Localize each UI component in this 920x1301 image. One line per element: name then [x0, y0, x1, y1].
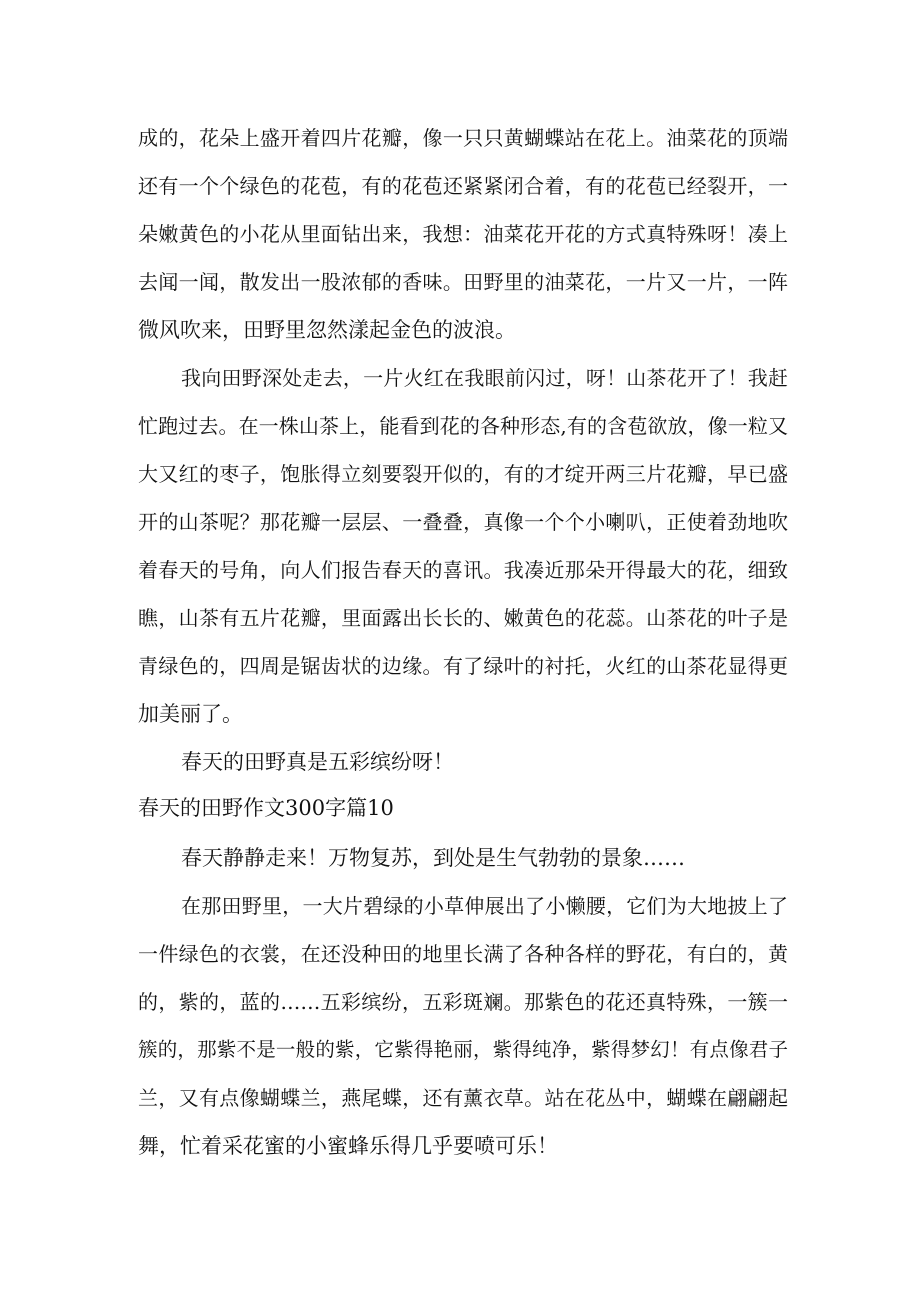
paragraph-5-line-4: 簇的，那紫不是一般的紫，它紫得艳丽，紫得纯净，紫得梦幻！有点像君子 — [138, 1038, 788, 1061]
paragraph-3-line-1: 春天的田野真是五彩缤纷呀！ — [181, 750, 454, 774]
paragraph-2-line-7: 青绿色的，四周是锯齿状的边缘。有了绿叶的衬托，火红的山茶花显得更 — [138, 654, 788, 678]
paragraph-2-line-4: 开的山茶呢？那花瓣一层层、一叠叠，真像一个个小喇叭，正使着劲地吹 — [138, 510, 788, 534]
paragraph-5-line-3: 的，紫的，蓝的……五彩缤纷，五彩斑斓。那紫色的花还真特殊，一簇一 — [138, 990, 788, 1014]
paragraph-5-line-5: 兰，又有点像蝴蝶兰，燕尾蝶，还有薰衣草。站在花丛中，蝴蝶在翩翩起 — [138, 1086, 788, 1110]
paragraph-2-line-2: 忙跑过去。在一株山茶上，能看到花的各种形态,有的含苞欲放，像一粒又 — [138, 414, 788, 438]
paragraph-1-line-3: 朵嫩黄色的小花从里面钻出来，我想：油菜花开花的方式真特殊呀！凑上 — [138, 222, 788, 246]
paragraph-1-line-4: 去闻一闻，散发出一股浓郁的香味。田野里的油菜花，一片又一片，一阵 — [138, 270, 788, 294]
paragraph-5-line-6: 舞，忙着采花蜜的小蜜蜂乐得几乎要喷可乐！ — [138, 1134, 558, 1158]
paragraph-2-line-1: 我向田野深处走去，一片火红在我眼前闪过，呀！山茶花开了！我赶 — [181, 366, 788, 390]
paragraph-1-line-5: 微风吹来，田野里忽然漾起金色的波浪。 — [138, 318, 516, 342]
paragraph-1-line-2: 还有一个个绿色的花苞，有的花苞还紧紧闭合着，有的花苞已经裂开，一 — [138, 174, 788, 198]
paragraph-5-line-1: 在那田野里，一大片碧绿的小草伸展出了小懒腰，它们为大地披上了 — [181, 894, 788, 918]
paragraph-5-line-2: 一件绿色的衣裳，在还没种田的地里长满了各种各样的野花，有白的，黄 — [138, 942, 788, 966]
paragraph-4-line-1: 春天静静走来！万物复苏，到处是生气勃勃的景象…… — [181, 846, 685, 870]
paragraph-2-line-8: 加美丽了。 — [138, 702, 243, 726]
paragraph-2-line-6: 瞧，山茶有五片花瓣，里面露出长长的、嫩黄色的花蕊。山茶花的叶子是 — [138, 606, 788, 630]
section-heading: 春天的田野作文300字篇10 — [138, 796, 394, 820]
paragraph-2-line-5: 着春天的号角，向人们报告春天的喜讯。我凑近那朵开得最大的花，细致 — [138, 558, 788, 582]
paragraph-1-line-1: 成的，花朵上盛开着四片花瓣，像一只只黄蝴蝶站在花上。油菜花的顶端 — [138, 126, 788, 150]
paragraph-2-line-3: 大又红的枣子，饱胀得立刻要裂开似的，有的才绽开两三片花瓣，早已盛 — [138, 462, 788, 486]
